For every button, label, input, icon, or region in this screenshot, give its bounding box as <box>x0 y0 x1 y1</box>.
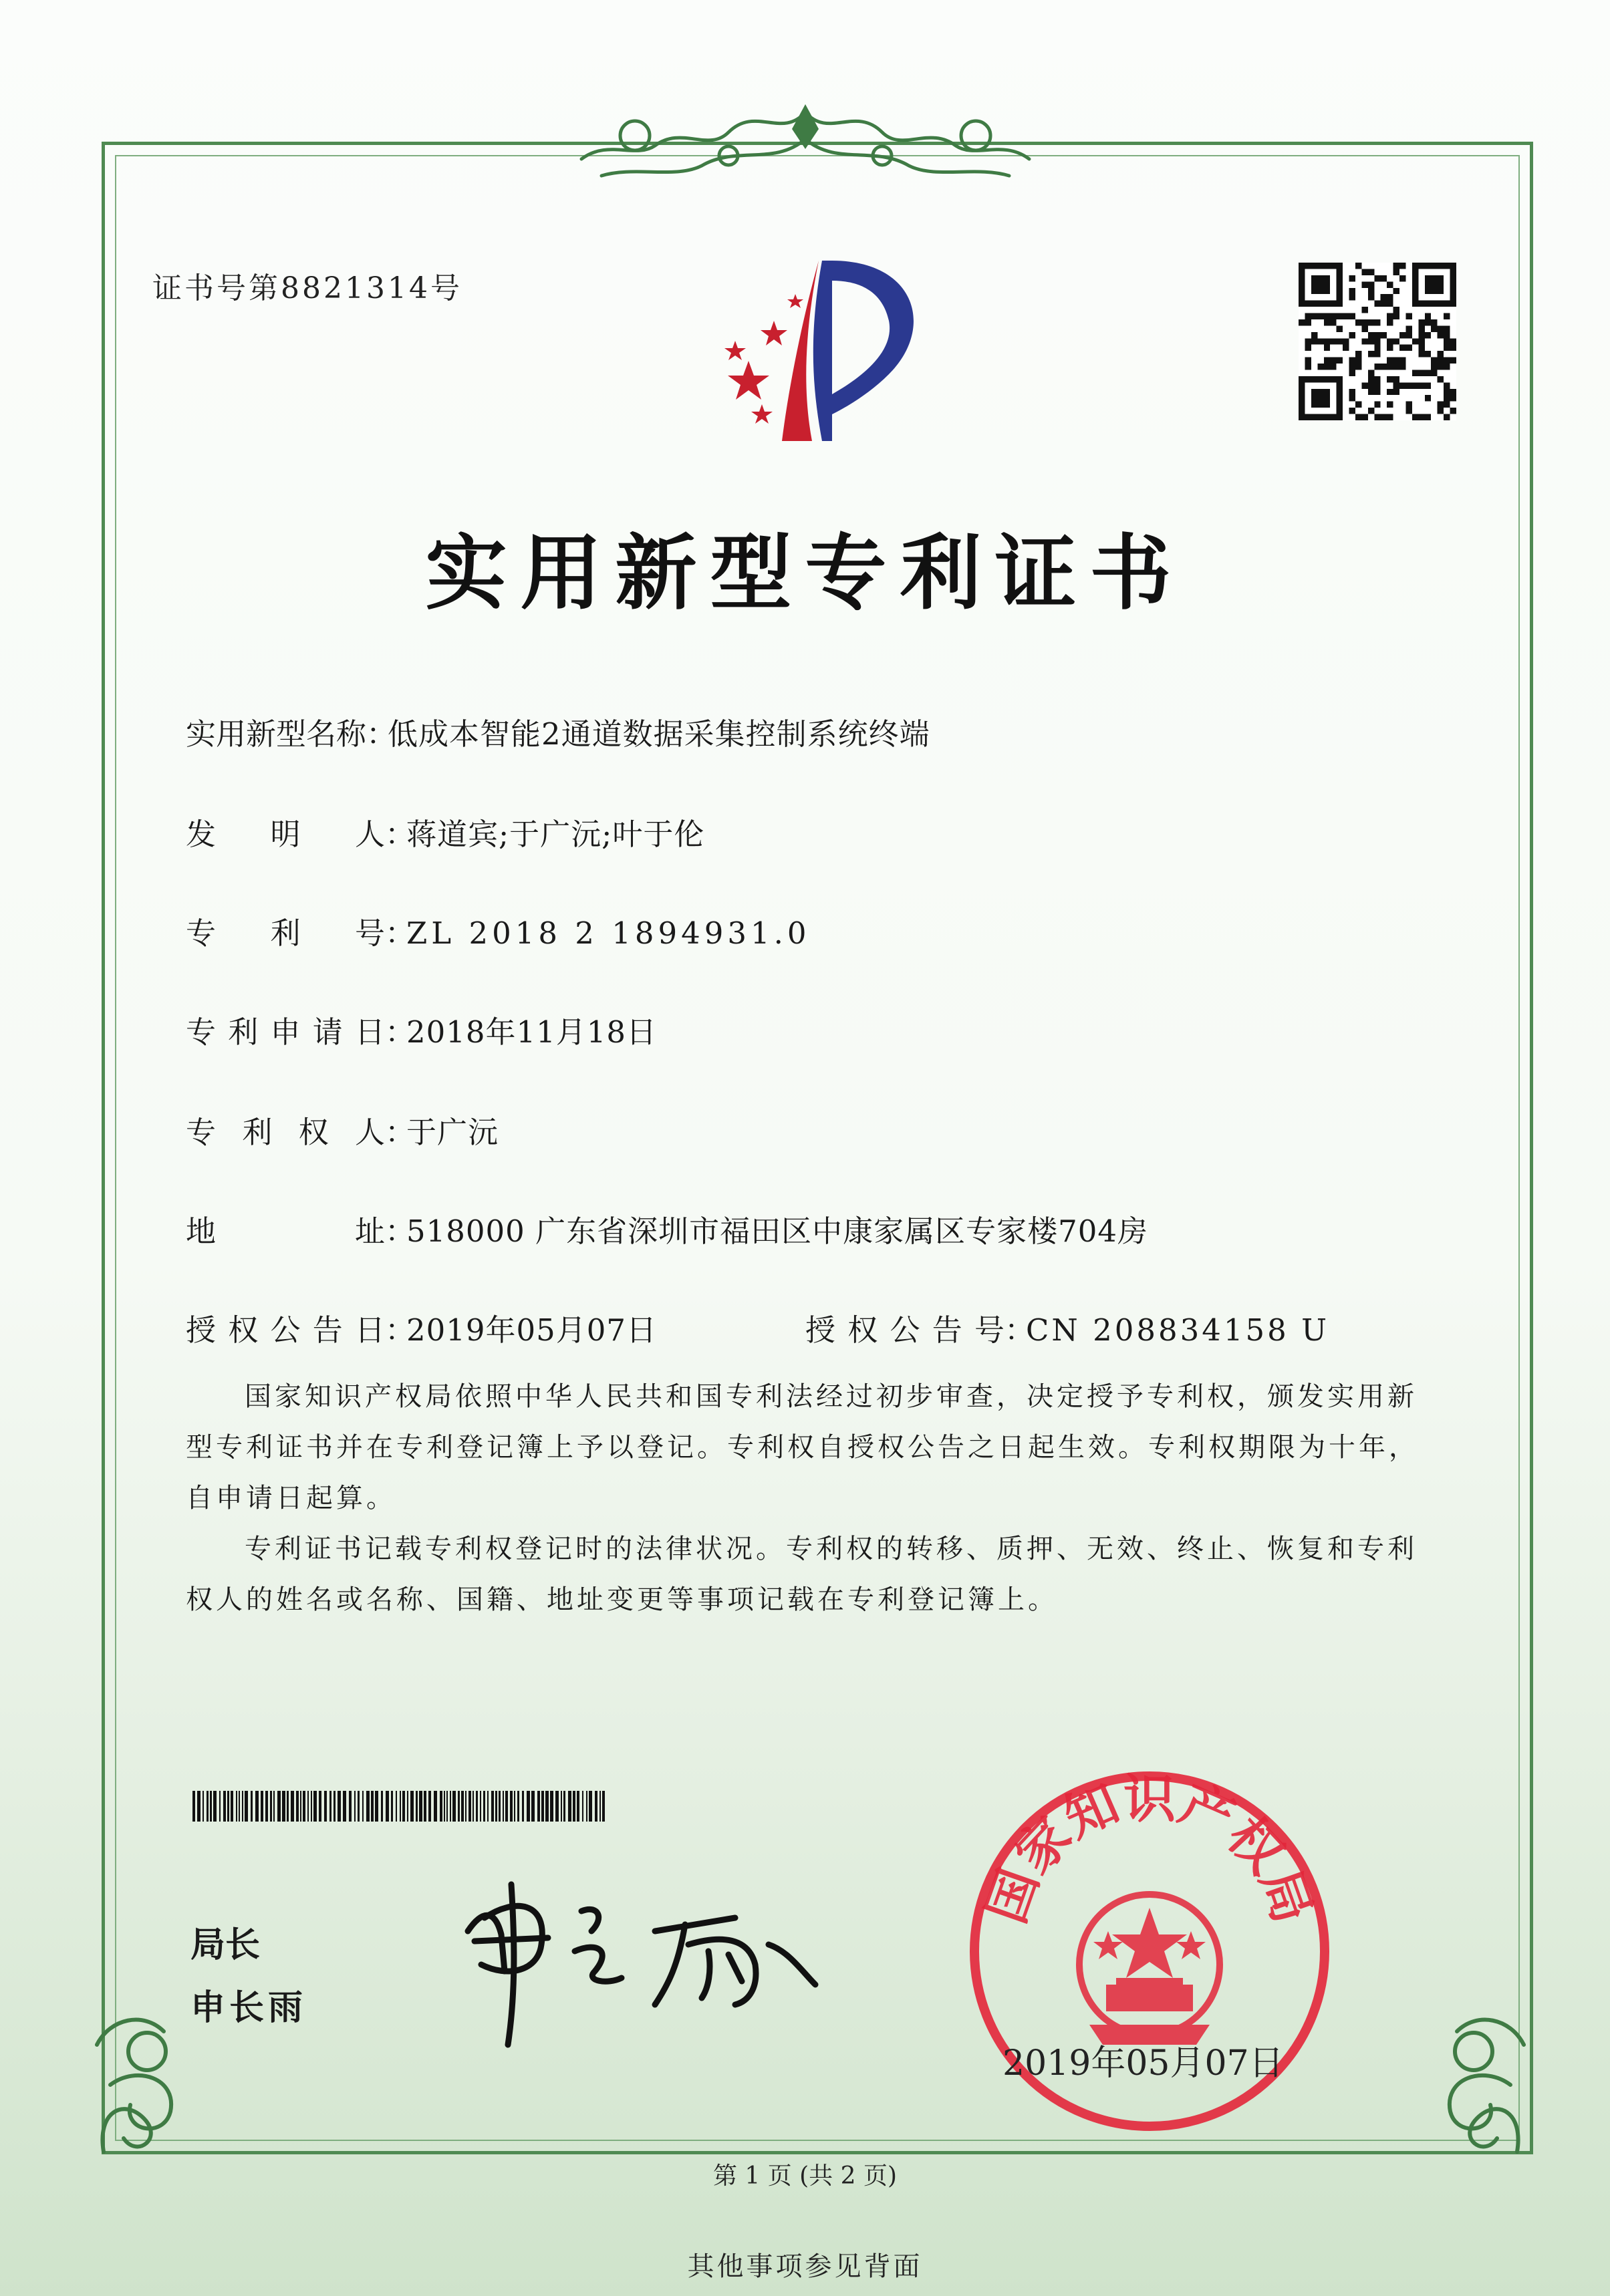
cnipa-logo <box>695 254 942 448</box>
field-filing-date: 专 利 申 请 日 ：2018年11月18日 <box>186 1008 657 1051</box>
barcode <box>192 1791 607 1822</box>
field-model-name: 实用新型名称：低成本智能2通道数据采集控制系统终端 <box>186 710 930 753</box>
field-value: CN 208834158 U <box>1026 1312 1330 1348</box>
page-indicator: 第 1 页 (共 2 页) <box>712 2162 898 2190</box>
field-label: 专 利 号 <box>186 915 385 951</box>
director-title: 局长 <box>190 1925 261 1965</box>
certificate-title: 实用新型专利证书 <box>425 525 1185 621</box>
field-label: 授 权 公 告 日 <box>186 1312 385 1348</box>
field-label: 实用新型名称 <box>186 716 367 752</box>
certificate-number: 证书号第8821314号 <box>152 271 462 305</box>
grant-paragraph: 国家知识产权局依照中华人民共和国专利法经过初步审查，决定授予专利权，颁发实用新型专利证书并在专利登记簿上予以登记。专利权自授权公告之日起生效。专利权期限为十年，自申请日起算。 <box>186 1381 1419 1514</box>
legal-status-paragraph: 专利证书记载专利权登记时的法律状况。专利权的转移、质押、无效、终止、恢复和专利权人的姓名或名称、国籍、地址变更等事项记载在专利登记簿上。 <box>186 1534 1418 1615</box>
field-label: 地 址 <box>186 1213 385 1249</box>
field-publication-number: 授 权 公 告 号 ：CN 208834158 U <box>805 1306 1329 1349</box>
field-label: 专 利 权 人 <box>186 1115 385 1150</box>
field-inventors: 发 明 人 ：蒋道宾;于广沅;叶于伦 <box>186 810 704 853</box>
qr-code <box>1299 263 1456 420</box>
svg-text:国家知识产权局: 国家知识产权局 <box>975 1769 1324 1931</box>
director-name: 申长雨 <box>190 1988 307 2028</box>
director-signature <box>454 1871 829 2051</box>
field-patentee: 专 利 权 人 ：于广沅 <box>186 1108 499 1151</box>
field-patent-number: 专 利 号 ：ZL 2018 2 1894931.0 <box>186 909 811 952</box>
field-grant-date: 授 权 公 告 日 ：2019年05月07日 <box>186 1306 657 1349</box>
field-value: 2019年05月07日 <box>406 1312 658 1348</box>
corner-ornament-right <box>1410 2005 1537 2158</box>
field-label: 专 利 申 请 日 <box>186 1014 385 1050</box>
field-value: 于广沅 <box>406 1115 499 1150</box>
field-value: 518000 广东省深圳市福田区中康家属区专家楼704房 <box>406 1213 1148 1249</box>
top-ornament <box>555 99 1056 186</box>
back-note: 其他事项参见背面 <box>687 2251 923 2282</box>
field-address: 地 址 ：518000 广东省深圳市福田区中康家属区专家楼704房 <box>186 1207 1148 1250</box>
field-value: ZL 2018 2 1894931.0 <box>406 915 811 951</box>
field-value: 2018年11月18日 <box>406 1014 658 1050</box>
field-value: 低成本智能2通道数据采集控制系统终端 <box>388 716 930 752</box>
field-label: 发 明 人 <box>186 817 385 852</box>
field-value: 蒋道宾;于广沅;叶于伦 <box>406 817 705 852</box>
field-label: 授 权 公 告 号 <box>805 1312 1004 1348</box>
seal-date: 2019年05月07日 <box>1002 2043 1284 2084</box>
